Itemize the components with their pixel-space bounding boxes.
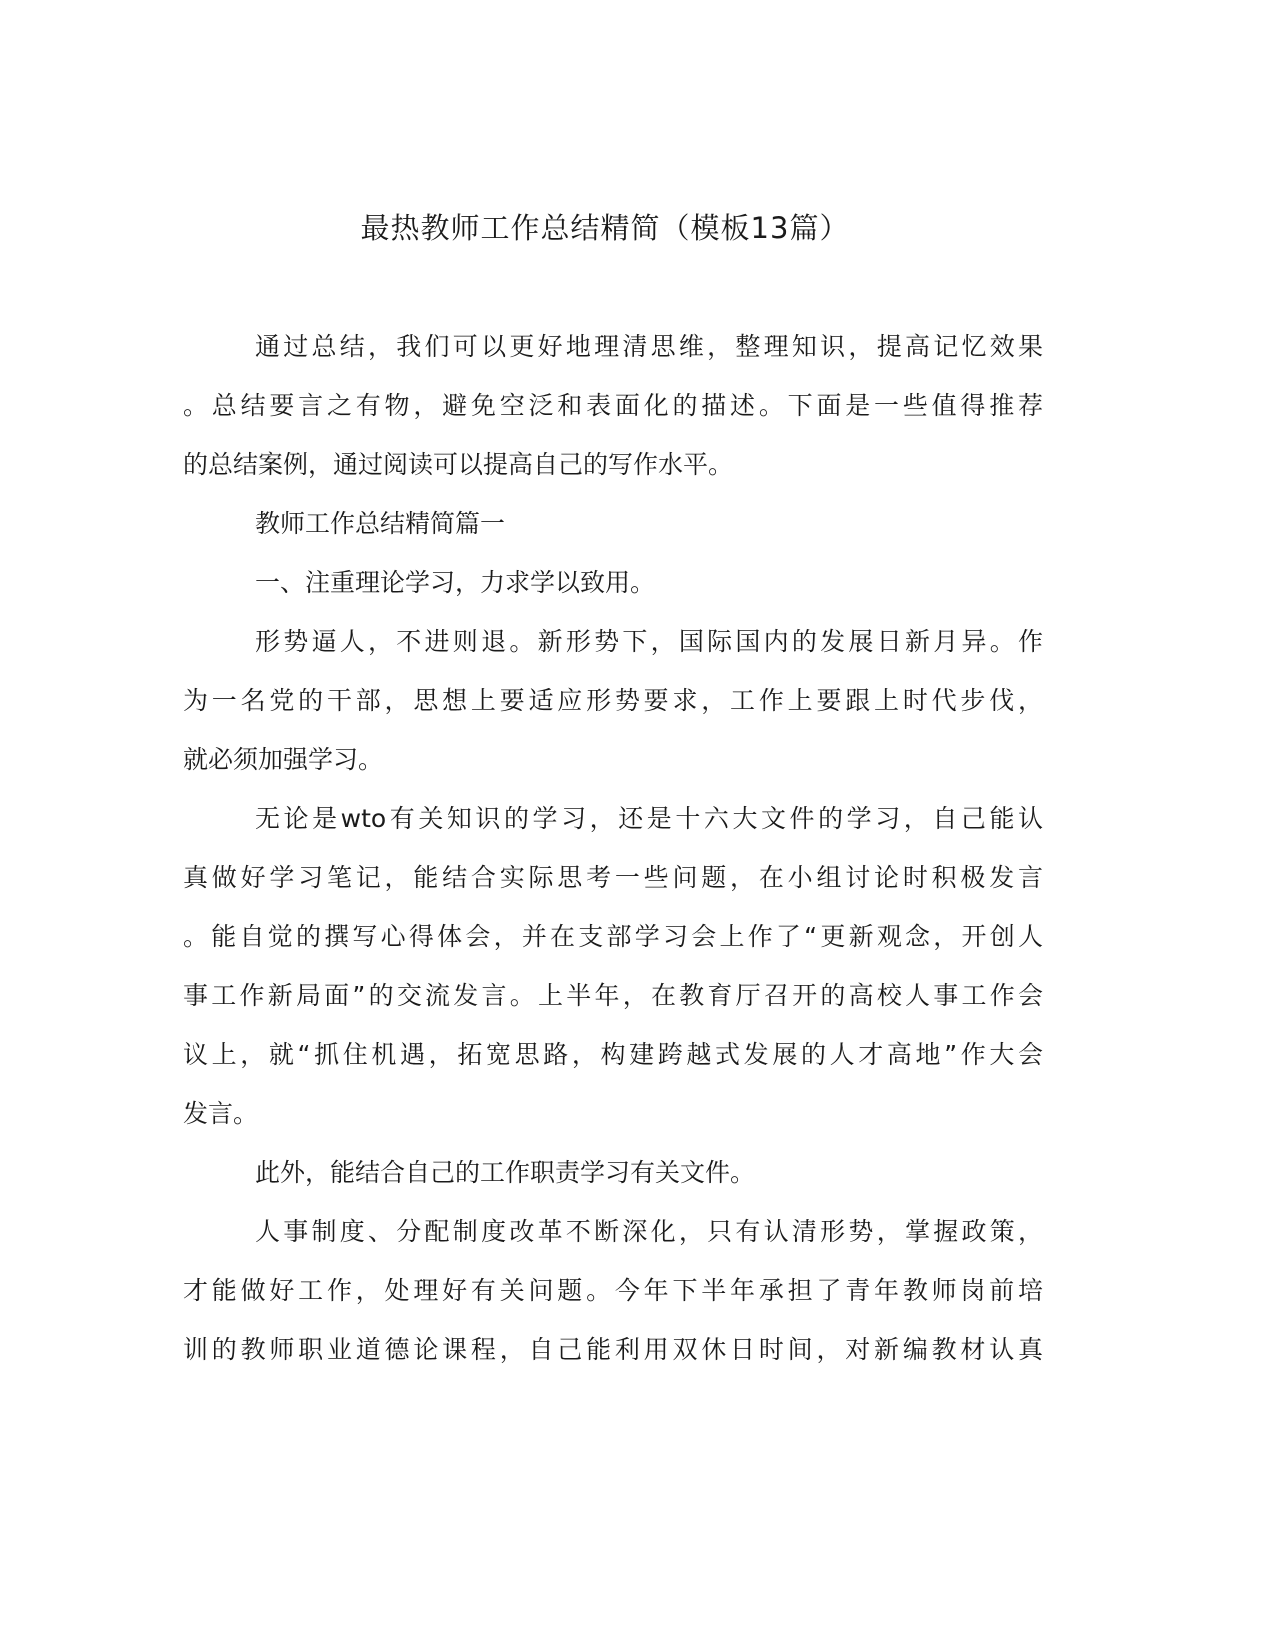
paragraph-line: 议上，就“抓住机遇，拓宽思路，构建跨越式发展的人才高地”作大会 [183,1040,1043,1069]
paragraph-line: 就必须加强学习。 [183,745,384,774]
paragraph-line: 真做好学习笔记，能结合实际思考一些问题，在小组讨论时积极发言 [183,863,1043,892]
paragraph-line: 此外，能结合自己的工作职责学习有关文件。 [255,1158,756,1187]
paragraph-line: 无论是wto有关知识的学习，还是十六大文件的学习，自己能认 [255,804,1043,833]
paragraph-line: 通过总结，我们可以更好地理清思维，整理知识，提高记忆效果 [255,332,1043,361]
document-body [183,317,1043,1379]
paragraph-line: 事工作新局面”的交流发言。上半年，在教育厅召开的高校人事工作会 [183,981,1043,1010]
paragraph-line: 。总结要言之有物，避免空泛和表面化的描述。下面是一些值得推荐 [183,391,1043,420]
paragraph-line: 发言。 [183,1099,259,1128]
document-title: 最热教师工作总结精简（模板13篇） [360,211,850,245]
paragraph-line: 。能自觉的撰写心得体会，并在支部学习会上作了“更新观念，开创人 [183,922,1043,951]
paragraph-line: 为一名党的干部，思想上要适应形势要求，工作上要跟上时代步伐， [183,686,1043,715]
subsection-heading: 一、注重理论学习，力求学以致用。 [255,568,656,597]
paragraph-line: 才能做好工作，处理好有关问题。今年下半年承担了青年教师岗前培 [183,1276,1043,1305]
paragraph-line: 形势逼人，不进则退。新形势下，国际国内的发展日新月异。作 [255,627,1043,656]
paragraph-line: 训的教师职业道德论课程，自己能利用双休日时间，对新编教材认真 [183,1335,1043,1364]
paragraph-line: 的总结案例，通过阅读可以提高自己的写作水平。 [183,450,734,479]
paragraph-line: 人事制度、分配制度改革不断深化，只有认清形势，掌握政策， [255,1217,1043,1246]
section-heading: 教师工作总结精简篇一 [255,509,506,538]
